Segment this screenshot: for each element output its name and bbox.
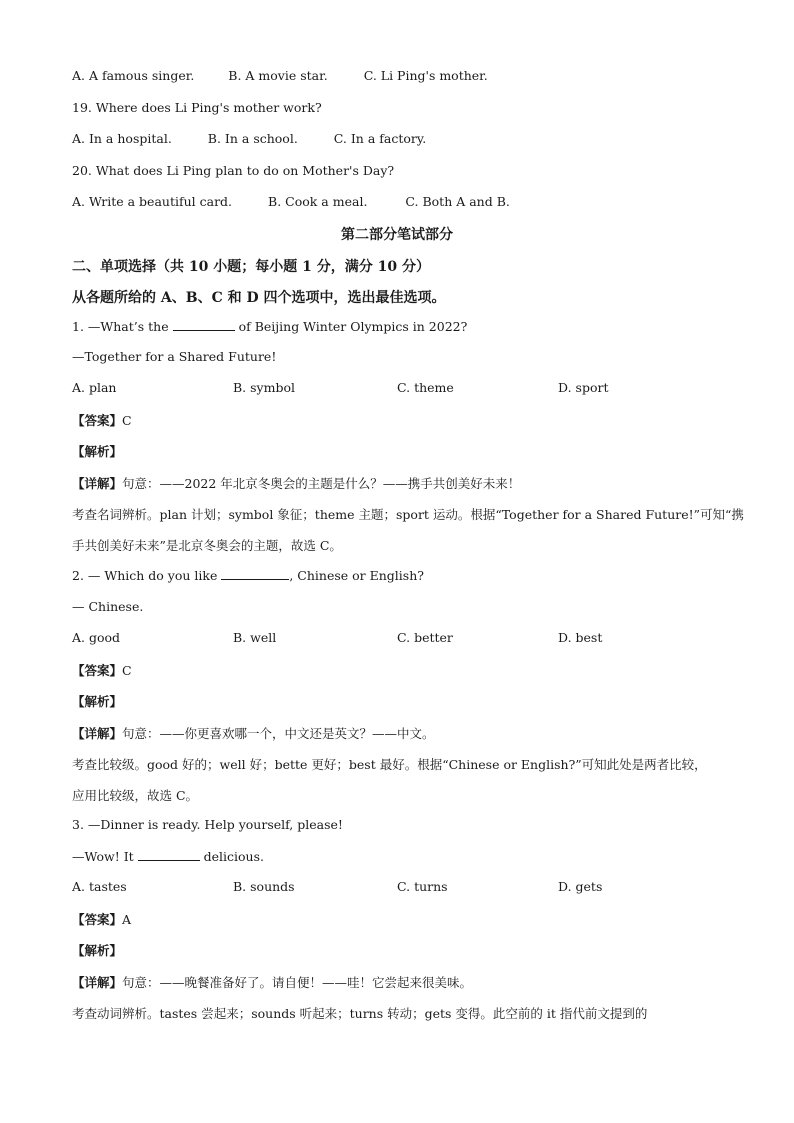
q18-option-c: C. Li Ping's mother. [363,68,488,83]
q18-option-a: A. A famous singer. [72,68,195,83]
q19-option-a: A. In a hospital. [72,131,172,146]
answer-blank [221,567,289,580]
q20-option-b: B. Cook a meal. [268,194,368,209]
question-1: 1. —What’s the of Beijing Winter Olympics in 2022? [72,319,468,334]
question-1-answer: 【答案】C [72,413,132,428]
q20-option-c: C. Both A and B. [405,194,510,209]
q2-option-a: A. good [72,630,121,645]
q18-options [72,68,488,83]
q19-option-c: C. In a factory. [333,131,427,146]
q1-option-c: C. theme [397,380,454,395]
q3-option-b: B. sounds [233,879,295,894]
question-1-detail: 【详解】句意：——2022 年北京冬奥会的主题是什么？——携手共创美好未来！ [72,476,521,491]
question-1-explain-line2: 手共创美好未来”是北京冬奥会的主题，故选 C。 [72,538,342,553]
q2-option-d: D. best [558,630,603,645]
answer-blank [138,848,200,861]
q20-option-a: A. Write a beautiful card. [72,194,233,209]
question-3: 3. —Dinner is ready. Help yourself, please! [72,817,343,832]
question-1-reply: —Together for a Shared Future! [72,349,277,364]
question-2-analysis-label: 【解析】 [72,694,123,709]
q19-option-b: B. In a school. [207,131,298,146]
section-title: 二、单项选择（共 10 小题；每小题 1 分，满分 10 分） [72,259,430,275]
part2-title: 第二部分笔试部分 [341,227,453,243]
q19-options [72,131,426,146]
q20-options [72,194,510,209]
q19-question: 19. Where does Li Ping's mother work? [72,100,322,115]
q20-question: 20. What does Li Ping plan to do on Mother's Day? [72,163,395,178]
q18-option-b: B. A movie star. [228,68,328,83]
question-2-explain-line2: 应用比较级，故选 C。 [72,788,199,803]
q1-option-d: D. sport [558,380,609,395]
section-instruction: 从各题所给的 A、B、C 和 D 四个选项中，选出最佳选项。 [72,290,446,306]
q3-option-c: C. turns [397,879,448,894]
answer-blank [173,318,235,331]
question-2-explain-line1: 考查比较级。good 好的；well 好；bette 更好；best 最好。根据“Chinese or English?”可知此处是两者比较， [72,757,707,772]
q3-option-a: A. tastes [72,879,127,894]
q1-option-b: B. symbol [233,380,295,395]
question-3-detail: 【详解】句意：——晚餐准备好了。请自便！——哇！它尝起来很美味。 [72,975,473,990]
question-3-analysis-label: 【解析】 [72,943,123,958]
q3-option-d: D. gets [558,879,603,894]
question-2-answer: 【答案】C [72,663,132,678]
question-2-detail: 【详解】句意：——你更喜欢哪一个，中文还是英文？——中文。 [72,726,435,741]
question-2: 2. — Which do you like , Chinese or English? [72,568,424,583]
q1-option-a: A. plan [72,380,117,395]
q2-option-b: B. well [233,630,277,645]
question-3-reply: —Wow! It delicious. [72,849,264,864]
question-1-explain-line1: 考查名词辨析。plan 计划；symbol 象征；theme 主题；sport 运动。根据“Together for a Shared Future!”可知“携 [72,507,744,522]
question-1-analysis-label: 【解析】 [72,444,123,459]
question-3-explain-line1: 考查动词辨析。tastes 尝起来；sounds 听起来；turns 转动；gets 变得。此空前的 it 指代前文提到的 [72,1006,648,1021]
question-2-reply: — Chinese. [72,599,144,614]
q2-option-c: C. better [397,630,453,645]
question-3-answer: 【答案】A [72,912,132,927]
